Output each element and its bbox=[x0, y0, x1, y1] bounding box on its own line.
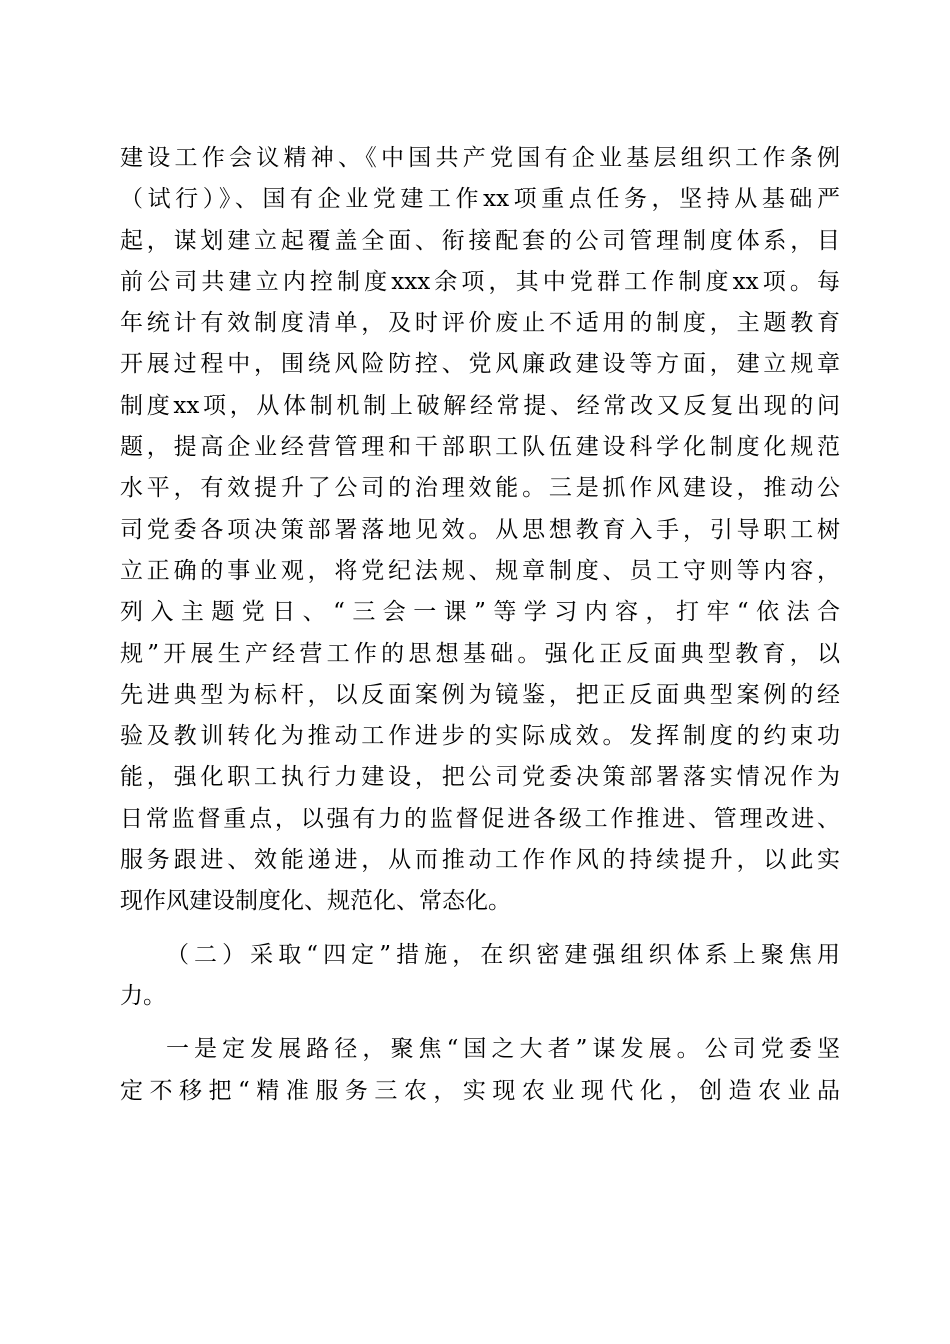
text-line: 水平，有效提升了公司的治理效能。三是抓作风建设，推动公 bbox=[120, 475, 840, 502]
text-line: 规”开展生产经营工作的思想基础。强化正反面典型教育，以 bbox=[120, 640, 840, 667]
section-heading-line: 力。 bbox=[120, 982, 166, 1009]
text-line: 立正确的事业观，将党纪法规、规章制度、员工守则等内容， bbox=[120, 557, 840, 584]
text-line: 前公司共建立内控制度xxx余项，其中党群工作制度xx项。每 bbox=[120, 268, 840, 295]
text-line: 题，提高企业经营管理和干部职工队伍建设科学化制度化规范 bbox=[120, 434, 840, 461]
paragraph-gap bbox=[120, 923, 840, 935]
text-line: （试行）》、国有企业党建工作xx项重点任务，坚持从基础严 bbox=[120, 186, 840, 213]
section-heading-line: （二）采取“四定”措施，在织密建强组织体系上聚焦用 bbox=[166, 941, 840, 968]
text-line: 先进典型为标杆，以反面案例为镜鉴，把正反面典型案例的经 bbox=[120, 681, 840, 708]
text-line: 服务跟进、效能递进，从而推动工作作风的持续提升，以此实 bbox=[120, 847, 840, 874]
text-line: 验及教训转化为推动工作进步的实际成效。发挥制度的约束功 bbox=[120, 723, 840, 750]
text-line: 建设工作会议精神、《中国共产党国有企业基层组织工作条例 bbox=[120, 145, 840, 171]
text-line: 现作风建设制度化、规范化、常态化。 bbox=[120, 888, 511, 915]
body-text bbox=[120, 138, 840, 1112]
text-line: 司党委各项决策部署落地见效。从思想教育入手，引导职工树 bbox=[120, 516, 840, 543]
text-line: 制度xx项，从体制机制上破解经常提、经常改又反复出现的问 bbox=[120, 392, 840, 419]
text-line: 日常监督重点，以强有力的监督促进各级工作推进、管理改进、 bbox=[120, 805, 840, 832]
text-line: 一是定发展路径，聚焦“国之大者”谋发展。公司党委坚 bbox=[166, 1036, 840, 1063]
text-line: 开展过程中，围绕风险防控、党风廉政建设等方面，建立规章 bbox=[120, 351, 840, 378]
text-line: 定不移把“精准服务三农，实现农业现代化，创造农业品 bbox=[120, 1077, 840, 1104]
text-line: 列入主题党日、“三会一课”等学习内容，打牢“依法合 bbox=[120, 599, 840, 626]
paragraph-gap bbox=[120, 1017, 840, 1029]
text-line: 年统计有效制度清单，及时评价废止不适用的制度，主题教育 bbox=[120, 310, 840, 337]
text-line: 能，强化职工执行力建设，把公司党委决策部署落实情况作为 bbox=[120, 764, 840, 791]
text-line: 起，谋划建立起覆盖全面、衔接配套的公司管理制度体系，目 bbox=[120, 227, 840, 254]
